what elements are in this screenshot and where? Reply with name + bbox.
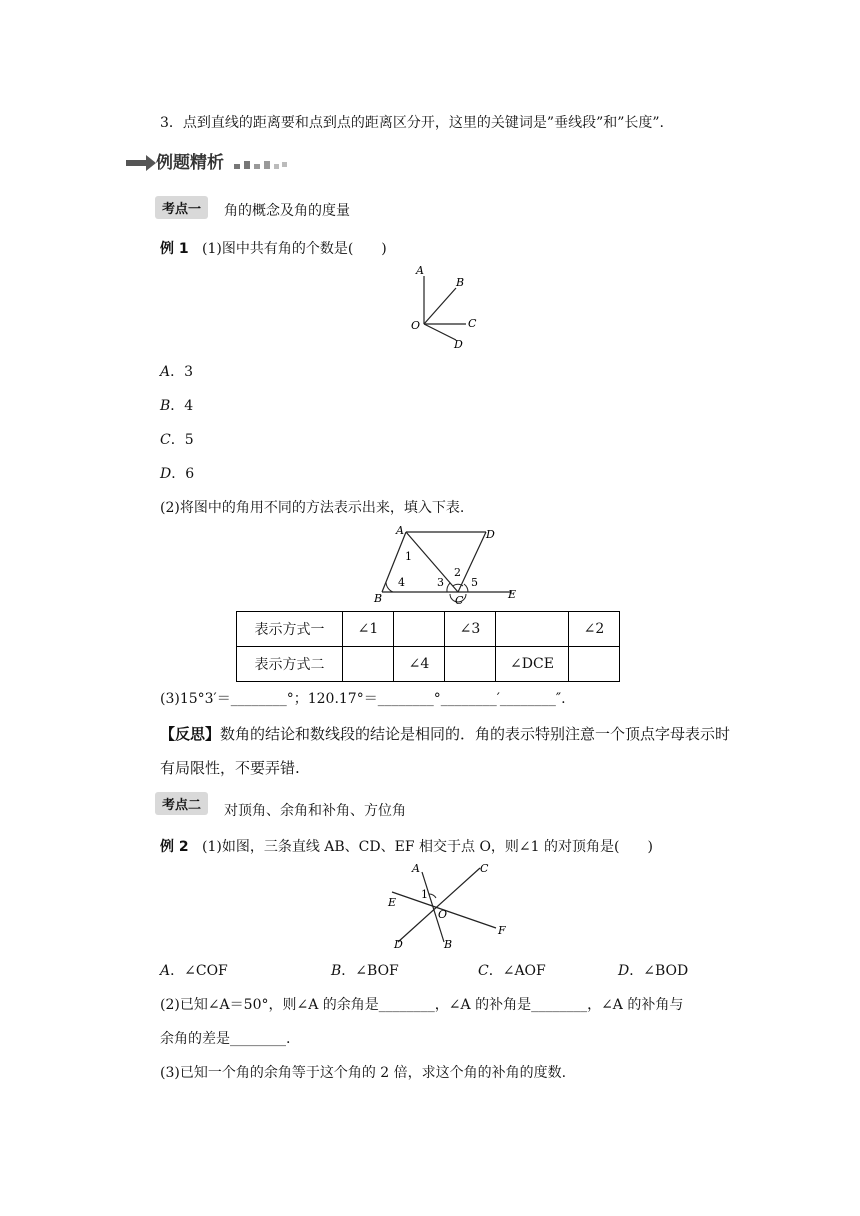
ex1-label: 例 1 bbox=[160, 241, 189, 257]
ex2-q2-line-2: 余角的差是________. bbox=[160, 1031, 291, 1047]
fig3-label: D bbox=[394, 938, 403, 950]
figure-2-parallelogram bbox=[368, 524, 520, 606]
ex2-option-d: D．∠BOD bbox=[618, 963, 689, 979]
ex1-option-a: A．3 bbox=[160, 364, 194, 380]
kp2-tag: 考点二 bbox=[155, 792, 208, 815]
section-title: 例题精析 bbox=[156, 153, 224, 173]
fig2-label: 3 bbox=[437, 576, 444, 589]
ex2-q3: (3)已知一个角的余角等于这个角的 2 倍，求这个角的补角的度数. bbox=[160, 1065, 567, 1081]
kp2-title: 对顶角、余角和补角、方位角 bbox=[224, 803, 406, 819]
fig2-label: D bbox=[486, 528, 495, 541]
ex2-q2-line-1: (2)已知∠A＝50°，则∠A 的余角是________，∠A 的补角是________，∠A 的补角与 bbox=[160, 997, 684, 1013]
table-cell: ∠DCE bbox=[496, 647, 569, 682]
fig2-label: B bbox=[374, 592, 383, 605]
section-banner bbox=[124, 146, 294, 172]
fig3-label: B bbox=[444, 938, 453, 950]
ex1-option-c: C．5 bbox=[160, 432, 194, 448]
ex1-q2: (2)将图中的角用不同的方法表示出来，填入下表. bbox=[160, 500, 465, 516]
figure-3-intersecting-lines bbox=[384, 858, 510, 950]
fig2-label: E bbox=[508, 588, 517, 601]
ex2-label: 例 2 bbox=[160, 839, 189, 855]
table-cell: ∠4 bbox=[394, 647, 445, 682]
fig2-label: C bbox=[455, 594, 464, 606]
fig1-label: B bbox=[456, 276, 465, 289]
fig3-label: F bbox=[498, 924, 506, 937]
fig1-label: C bbox=[468, 317, 477, 330]
table-cell bbox=[569, 647, 620, 682]
ex2-option-b: B．∠BOF bbox=[331, 963, 399, 979]
table-row bbox=[237, 647, 620, 682]
fig2-label: 2 bbox=[454, 566, 461, 579]
fig1-label: D bbox=[454, 338, 463, 350]
ex1-q1: (1)图中共有角的个数是( ) bbox=[202, 241, 387, 257]
table-cell bbox=[343, 647, 394, 682]
table-cell bbox=[394, 612, 445, 647]
note-3: 3．点到直线的距离要和点到点的距离区分开，这里的关键词是”垂线段”和”长度”. bbox=[160, 115, 664, 131]
fig1-label: O bbox=[411, 319, 421, 332]
ex2-option-c: C．∠AOF bbox=[478, 963, 546, 979]
fig2-label: 5 bbox=[471, 576, 478, 589]
table-cell: ∠2 bbox=[569, 612, 620, 647]
fig3-label: O bbox=[438, 908, 448, 921]
reflection-line-2: 有局限性，不要弄错. bbox=[160, 759, 300, 777]
reflection-line-1: 【反思】数角的结论和数线段的结论是相同的．角的表示特别注意一个顶点字母表示时 bbox=[160, 725, 731, 743]
fig1-label: A bbox=[416, 264, 424, 277]
angle-table bbox=[236, 611, 620, 682]
table-cell bbox=[496, 612, 569, 647]
ex1-option-d: D．6 bbox=[160, 466, 195, 482]
table-cell: ∠3 bbox=[445, 612, 496, 647]
table-row bbox=[237, 612, 620, 647]
table-cell bbox=[445, 647, 496, 682]
fig3-label: C bbox=[480, 862, 489, 875]
fig3-label: 1 bbox=[421, 888, 428, 901]
ex1-q3: (3)15°3′＝________°；120.17°＝________°________′________″. bbox=[160, 691, 566, 707]
fig2-label: 4 bbox=[398, 576, 405, 589]
kp1-title: 角的概念及角的度量 bbox=[224, 203, 350, 219]
fig2-label: A bbox=[396, 524, 404, 537]
fig2-label: 1 bbox=[405, 550, 412, 563]
figure-1-rays bbox=[410, 264, 482, 350]
kp1-tag: 考点一 bbox=[155, 196, 208, 219]
fig3-label: E bbox=[388, 896, 397, 909]
fig3-label: A bbox=[412, 862, 420, 875]
ex2-option-a: A．∠COF bbox=[160, 963, 228, 979]
table-cell: 表示方式二 bbox=[237, 647, 343, 682]
ex2-q1: (1)如图，三条直线 AB、CD、EF 相交于点 O，则∠1 的对顶角是( ) bbox=[202, 839, 653, 855]
ex1-option-b: B．4 bbox=[160, 398, 194, 414]
table-cell: ∠1 bbox=[343, 612, 394, 647]
table-cell: 表示方式一 bbox=[237, 612, 343, 647]
